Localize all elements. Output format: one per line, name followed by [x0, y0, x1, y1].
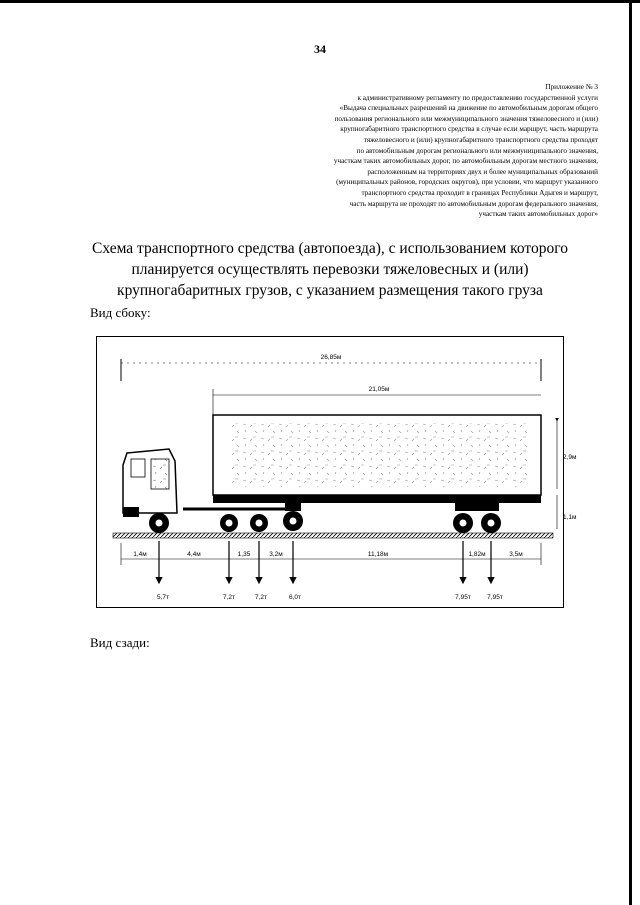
appendix-line: Приложение № 3	[545, 83, 598, 91]
appendix-line: пользования регионального или межмуниципального значения тяжеловесного и (или)	[334, 114, 598, 123]
appendix-header	[198, 82, 598, 220]
appendix-line: часть маршрута не проходят по автомобильным дорогам федерального значения,	[349, 199, 598, 208]
cab-window	[131, 459, 145, 477]
right-border-line	[629, 0, 632, 905]
front-bumper	[123, 507, 139, 517]
appendix-line: транспортного средства проходит в границах Республики Адыгея и маршрут,	[361, 188, 598, 197]
deck-height-label: 1,1м	[563, 514, 577, 521]
cargo-texture	[229, 423, 529, 487]
rear-view-label: Вид сзади:	[90, 635, 150, 650]
appendix-line: участкам таких автомобильных дорог»	[478, 210, 598, 219]
axle-spacing-label: 4,4м	[187, 551, 201, 558]
appendix-line: расположенным на территориях двух и более муниципальных образований	[367, 167, 598, 176]
axle-spacing-label: 3,5м	[509, 551, 523, 558]
axle-load-label: 7,2т	[254, 594, 268, 601]
cargo-height-label: 2,9м	[563, 454, 577, 461]
axle-load-label: 6,0т	[288, 594, 302, 601]
side-view-label: Вид сбоку:	[90, 305, 151, 320]
cab-door	[151, 459, 169, 489]
ground-line	[113, 533, 553, 538]
appendix-line: по автомобильным дорогам регионального или межмуниципального значения,	[356, 146, 598, 155]
title-line: Схема транспортного средства (автопоезда), с использованием которого	[92, 240, 568, 257]
appendix-line: участкам таких автомобильных дорог, по автомобильным дорогам местного значения,	[333, 157, 598, 166]
appendix-line: крупногабаритного транспортного средства в случае если маршрут, часть маршрута	[340, 125, 598, 134]
axle-spacing-label: 1,82м	[468, 551, 486, 558]
axle-load-label: 5,7т	[156, 594, 170, 601]
cargo-length-label: 21,05м	[368, 386, 390, 393]
axle-load-arrows	[159, 541, 491, 583]
appendix-line: тяжеловесного и (или) крупногабаритного транспортного средства проходят	[363, 135, 598, 144]
axle-load-label: 7,2т	[222, 594, 236, 601]
axle-load-label: 7,95т	[455, 594, 471, 601]
title-line: планируется осуществлять перевозки тяжеловесных и (или)	[131, 261, 529, 278]
vehicle-side-diagram	[96, 336, 577, 608]
document-title	[60, 238, 600, 301]
title-line: крупногабаритных грузов, с указанием размещения такого груза	[117, 282, 543, 299]
appendix-line: (муниципальных районов, городских округов), при условии, что маршрут указанного	[336, 178, 598, 187]
top-border-line	[0, 0, 640, 3]
axle-load-label: 7,95т	[487, 594, 503, 601]
axle-spacing-label: 1,35	[237, 551, 251, 558]
axle-spacing-label: 11,18м	[367, 551, 389, 558]
vehicle-drawing	[97, 337, 577, 609]
page-number: 34	[314, 42, 326, 56]
axle-spacing-label: 1,4м	[133, 551, 147, 558]
axle-spacing-label: 3,2м	[269, 551, 283, 558]
appendix-line: «Выдача специальных разрешений на движение по автомобильным дорогам общего	[339, 104, 598, 113]
appendix-line: к административному регламенту по предоставлению государственной услуги	[357, 93, 598, 102]
overall-length-label: 26,85м	[320, 354, 342, 361]
trailer-deck	[213, 495, 541, 503]
